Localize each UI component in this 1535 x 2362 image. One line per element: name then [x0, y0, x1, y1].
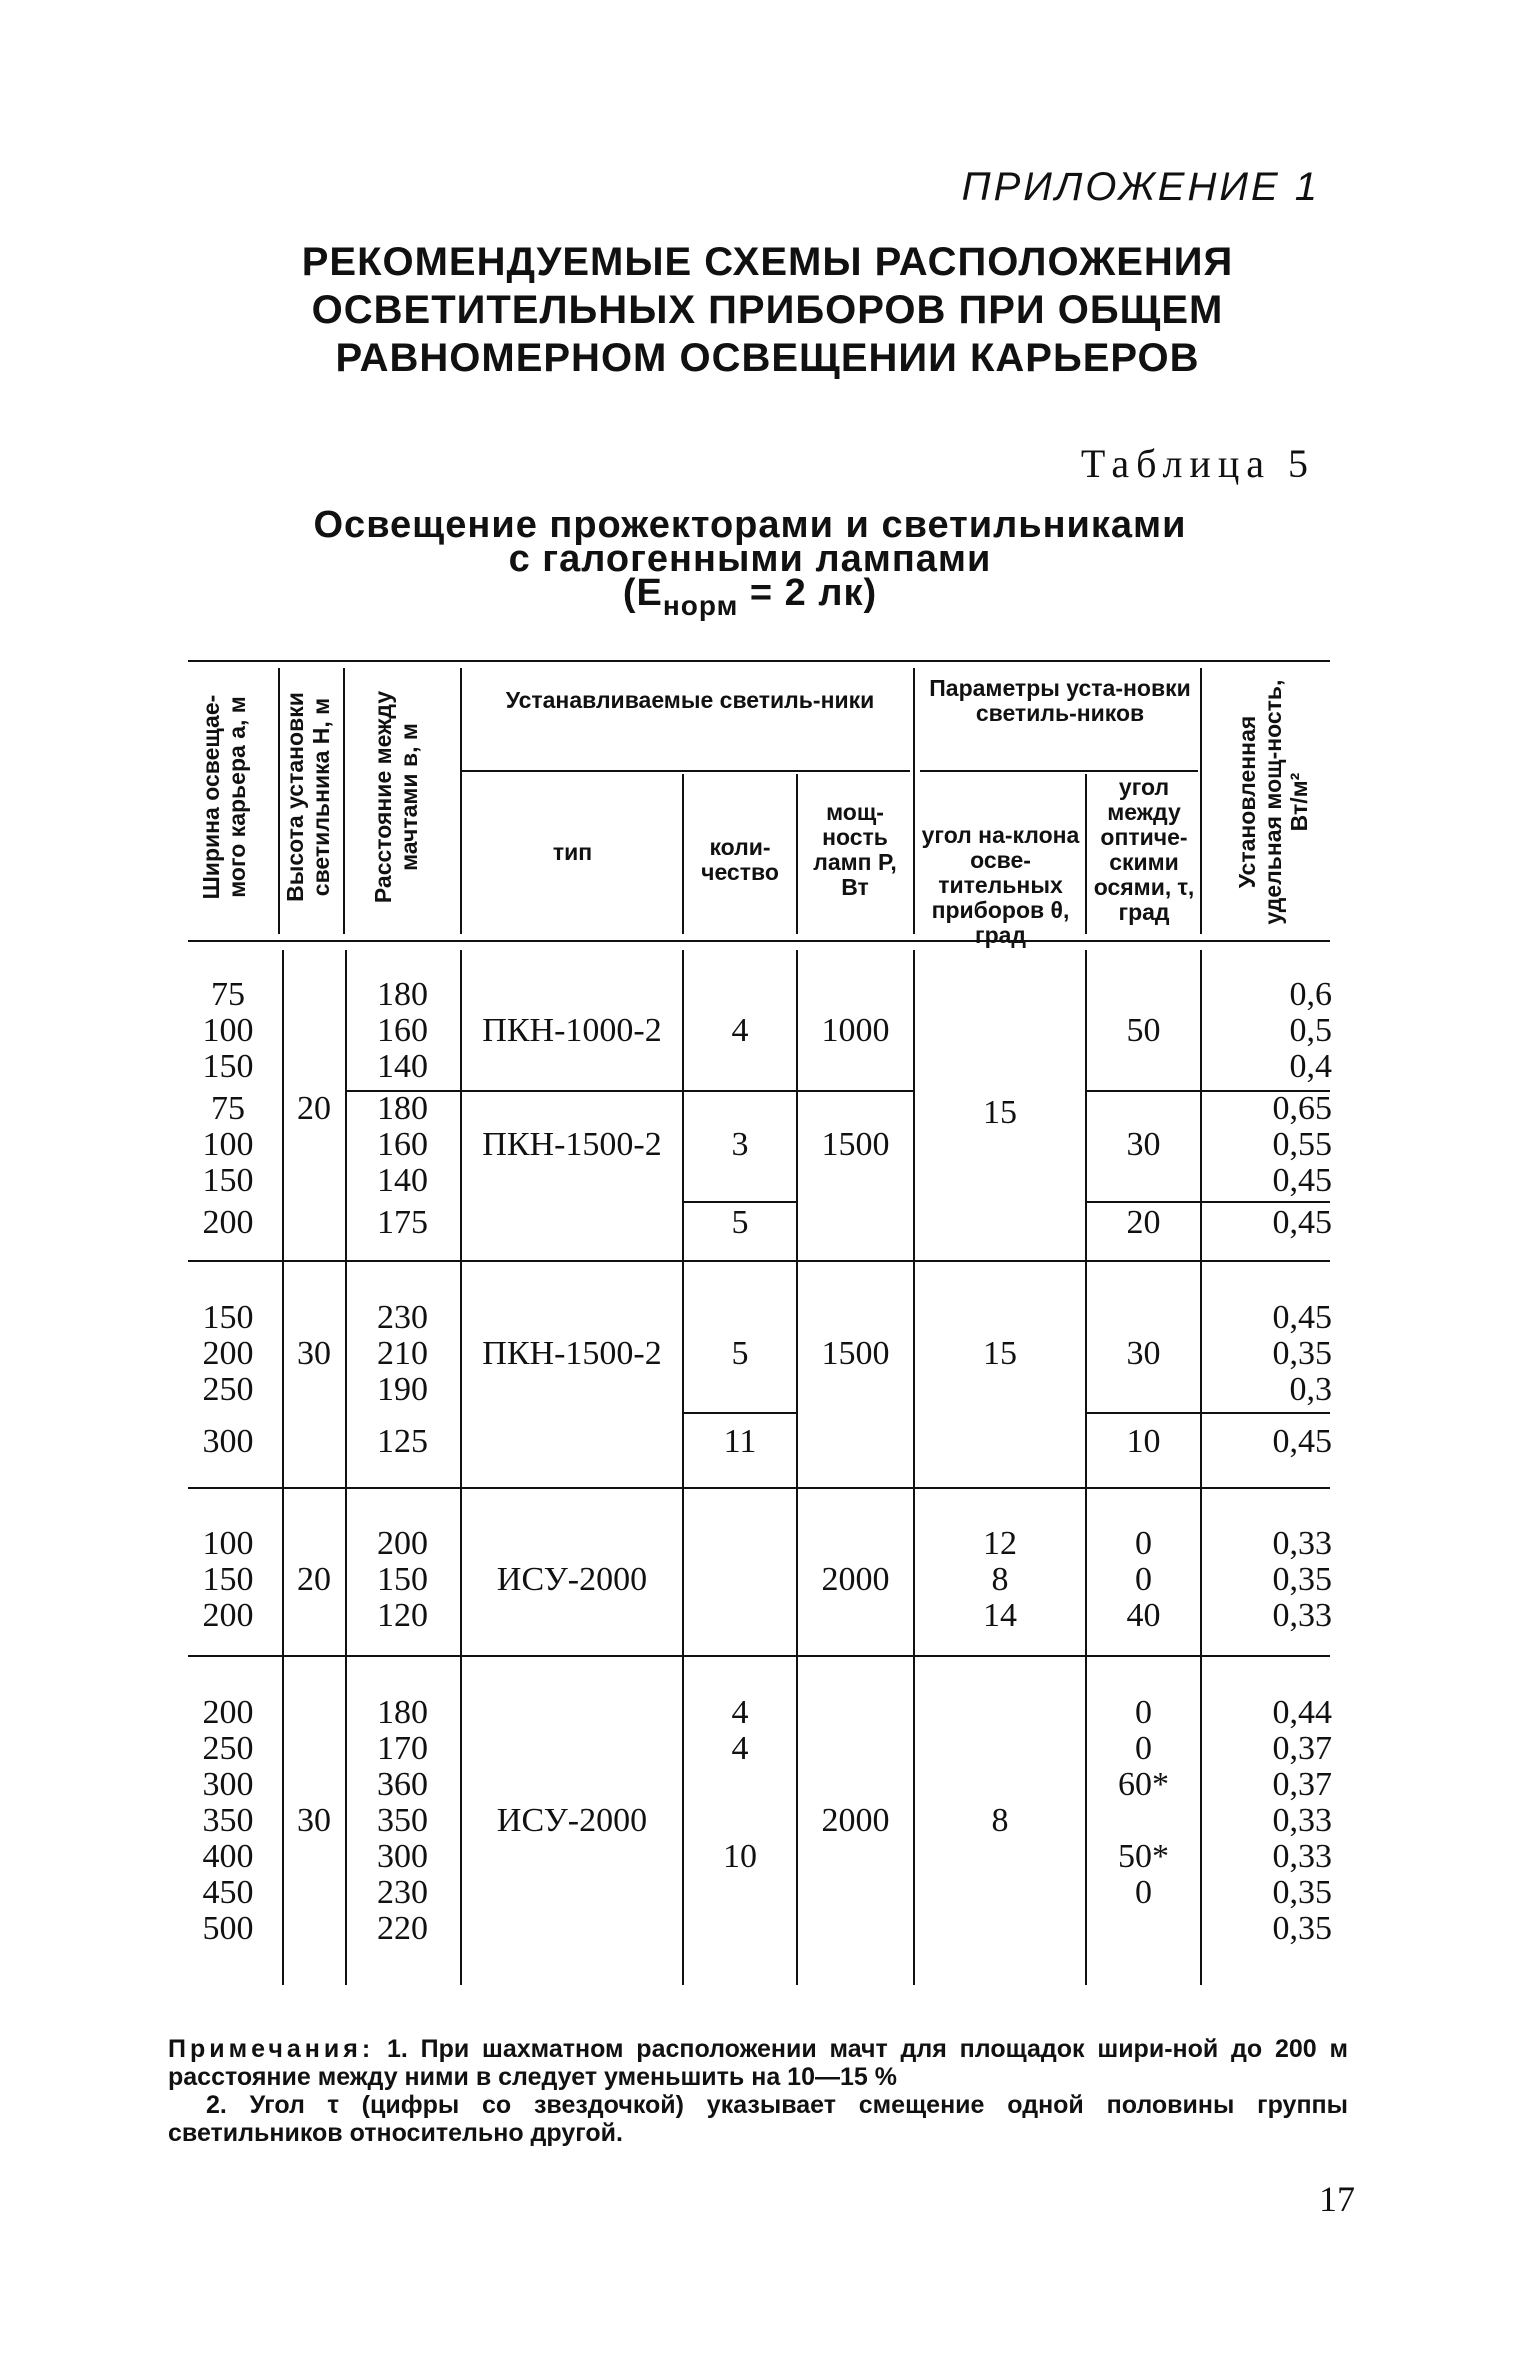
header-tilt: угол на-клона осве-тительных приборов θ, град: [921, 822, 1080, 948]
specific-cell: 0,37: [1272, 1766, 1332, 1803]
specific-cell: 0,5: [1289, 1012, 1332, 1049]
angle-cell: 60*: [1118, 1766, 1169, 1803]
count-cell: 4: [731, 1012, 749, 1049]
title-line: РЕКОМЕНДУЕМЫЕ СХЕМЫ РАСПОЛОЖЕНИЯ: [301, 240, 1234, 284]
distance-cell: 140: [377, 1048, 428, 1085]
type-cell: ИСУ-2000: [496, 1802, 648, 1839]
power-cell: 1500: [821, 1126, 890, 1163]
width-cell: 150: [202, 1561, 254, 1598]
title-line: РАВНОМЕРНОМ ОСВЕЩЕНИИ КАРЬЕРОВ: [335, 336, 1200, 380]
title-line: ОСВЕТИТЕЛЬНЫХ ПРИБОРОВ ПРИ ОБЩЕМ: [311, 288, 1224, 332]
count-cell: 10: [723, 1838, 757, 1875]
rule: [682, 950, 684, 1985]
note-2: 2. Угол τ (цифры со звездочкой) указывает смещение одной половины группы светильников относительно другой.: [168, 2091, 1348, 2147]
rule: [1085, 1412, 1330, 1414]
rule: [460, 770, 910, 772]
notes-label: Примечания:: [168, 2035, 375, 2063]
width-cell: 500: [202, 1910, 254, 1947]
header-distance: Расстояние между мачтами в, м: [370, 690, 422, 904]
rule: [188, 1260, 1330, 1262]
rule: [682, 1201, 797, 1203]
angle-cell: 0: [1135, 1874, 1152, 1911]
power-cell: 2000: [821, 1561, 890, 1598]
caption-norm: ($E_{норм} = 2$ лк): [622, 572, 878, 621]
width-cell: 150: [202, 1299, 254, 1336]
width-cell: 200: [202, 1597, 254, 1634]
type-cell: ИСУ-2000: [496, 1561, 648, 1598]
specific-cell: 0,45: [1272, 1299, 1332, 1336]
header-power: мощ-ность ламп P, Вт: [813, 799, 897, 900]
angle-cell: 20: [1126, 1204, 1161, 1241]
appendix-label: ПРИЛОЖЕНИЕ 1: [961, 165, 1320, 209]
distance-cell: 200: [377, 1525, 428, 1562]
angle-cell: 10: [1126, 1423, 1161, 1460]
power-cell: 1000: [821, 1012, 890, 1049]
rule: [460, 668, 462, 934]
width-cell: 150: [202, 1162, 254, 1199]
count-cell: 11: [723, 1423, 757, 1460]
tilt-cell: 15: [983, 1094, 1017, 1131]
header-specific: Установленная удельная мощ-ность, Вт/м²: [1234, 679, 1312, 925]
rule: [188, 1655, 1330, 1657]
angle-cell: 50: [1126, 1012, 1161, 1049]
specific-cell: 0,35: [1272, 1874, 1332, 1911]
specific-cell: 0,45: [1272, 1423, 1332, 1460]
specific-cell: 0,6: [1289, 976, 1332, 1013]
height-cell: 20: [297, 1090, 331, 1127]
tilt-cell: 8: [991, 1561, 1009, 1598]
rule: [913, 668, 915, 934]
header-height: Высота установки светильника H, м: [282, 692, 334, 902]
width-cell: 250: [202, 1371, 254, 1408]
distance-cell: 170: [377, 1730, 428, 1767]
header-angle: угол между оптиче-скими осями, τ, град: [1093, 774, 1195, 925]
specific-cell: 0,3: [1289, 1371, 1332, 1408]
count-cell: 5: [731, 1204, 749, 1241]
power-cell: 1500: [821, 1335, 890, 1372]
distance-cell: 160: [377, 1012, 428, 1049]
type-cell: ПКН-1500-2: [482, 1126, 662, 1163]
distance-cell: 180: [377, 1694, 428, 1731]
rule: [920, 770, 1198, 772]
count-cell: 3: [731, 1126, 749, 1163]
count-cell: 5: [731, 1335, 749, 1372]
header-type: тип: [552, 839, 593, 865]
power-cell: 2000: [821, 1802, 890, 1839]
tilt-cell: 14: [983, 1597, 1017, 1634]
type-cell: ПКН-1500-2: [482, 1335, 662, 1372]
distance-cell: 190: [377, 1371, 428, 1408]
width-cell: 200: [202, 1694, 254, 1731]
distance-cell: 360: [377, 1766, 428, 1803]
rule: [796, 774, 798, 934]
angle-cell: 0: [1135, 1730, 1152, 1767]
distance-cell: 120: [377, 1597, 428, 1634]
width-cell: 150: [202, 1048, 254, 1085]
table-number: Таблица 5: [1080, 441, 1315, 486]
height-cell: 30: [297, 1335, 331, 1372]
width-cell: 250: [202, 1730, 254, 1767]
rule: [1200, 668, 1202, 934]
page-title: [0, 238, 1535, 382]
rule: [188, 660, 1330, 662]
specific-cell: 0,55: [1272, 1126, 1332, 1163]
caption-line: Освещение прожекторами и светильниками: [313, 504, 1187, 546]
type-cell: ПКН-1000-2: [482, 1012, 662, 1049]
tilt-cell: 12: [983, 1525, 1017, 1562]
specific-cell: 0,33: [1272, 1525, 1332, 1562]
header-width: Ширина освещае-мого карьера a, м: [198, 694, 250, 900]
specific-cell: 0,35: [1272, 1561, 1332, 1598]
width-cell: 300: [202, 1766, 254, 1803]
distance-cell: 230: [377, 1299, 428, 1336]
rule: [278, 668, 280, 934]
width-cell: 100: [202, 1525, 254, 1562]
header-installed: Устанавливаемые светиль-ники: [505, 687, 875, 713]
rule: [1085, 774, 1087, 934]
distance-cell: 220: [377, 1910, 428, 1947]
distance-cell: 300: [377, 1838, 428, 1875]
specific-cell: 0,65: [1272, 1090, 1332, 1127]
distance-cell: 210: [377, 1335, 428, 1372]
rule: [1085, 950, 1087, 1985]
count-cell: 4: [731, 1730, 749, 1767]
table-notes: [168, 2035, 1348, 2147]
tilt-cell: 15: [983, 1335, 1017, 1372]
note-1: 1. При шахматном расположении мачт для площадок шири-ной до 200 м расстояние между ними в следует уменьшить на 10—15 %: [168, 2035, 1348, 2091]
specific-cell: 0,45: [1272, 1204, 1332, 1241]
distance-cell: 175: [377, 1204, 428, 1241]
distance-cell: 150: [377, 1561, 428, 1598]
width-cell: 100: [202, 1012, 254, 1049]
angle-cell: 30: [1126, 1126, 1161, 1163]
specific-cell: 0,33: [1272, 1838, 1332, 1875]
header-params: Параметры уста-новки светиль-ников: [929, 675, 1191, 726]
rule: [1085, 1201, 1330, 1203]
specific-cell: 0,44: [1272, 1694, 1332, 1731]
angle-cell: 50*: [1118, 1838, 1169, 1875]
distance-cell: 125: [377, 1423, 428, 1460]
rule: [188, 940, 1330, 942]
count-cell: 4: [731, 1694, 749, 1731]
page-number: 17: [1319, 2179, 1355, 2219]
angle-cell: 0: [1135, 1561, 1152, 1598]
width-cell: 200: [202, 1335, 254, 1372]
specific-cell: 0,35: [1272, 1335, 1332, 1372]
specific-cell: 0,4: [1289, 1048, 1332, 1085]
width-cell: 450: [202, 1874, 254, 1911]
table-caption: [0, 504, 1500, 621]
distance-cell: 180: [377, 1090, 428, 1127]
angle-cell: 40: [1126, 1597, 1161, 1634]
specific-cell: 0,33: [1272, 1802, 1332, 1839]
angle-cell: 0: [1135, 1694, 1152, 1731]
angle-cell: 30: [1126, 1335, 1161, 1372]
specific-cell: 0,37: [1272, 1730, 1332, 1767]
width-cell: 300: [202, 1423, 254, 1460]
caption-line: с галогенными лампами: [508, 538, 992, 580]
width-cell: 200: [202, 1204, 254, 1241]
width-cell: 100: [202, 1126, 254, 1163]
rule: [343, 668, 345, 934]
distance-cell: 230: [377, 1874, 428, 1911]
width-cell: 75: [211, 1090, 245, 1127]
rule: [188, 1487, 1330, 1489]
height-cell: 20: [297, 1561, 331, 1598]
angle-cell: 0: [1135, 1525, 1152, 1562]
header-count: коли-чество: [701, 834, 779, 885]
distance-cell: 350: [377, 1802, 428, 1839]
height-cell: 30: [297, 1802, 331, 1839]
tilt-cell: 8: [991, 1802, 1009, 1839]
rule: [682, 774, 684, 934]
width-cell: 400: [202, 1838, 254, 1875]
width-cell: 350: [202, 1802, 254, 1839]
distance-cell: 140: [377, 1162, 428, 1199]
rule: [682, 1412, 797, 1414]
rule: [345, 950, 347, 1985]
distance-cell: 160: [377, 1126, 428, 1163]
specific-cell: 0,35: [1272, 1910, 1332, 1947]
distance-cell: 180: [377, 976, 428, 1013]
width-cell: 75: [211, 976, 245, 1013]
specific-cell: 0,45: [1272, 1162, 1332, 1199]
specific-cell: 0,33: [1272, 1597, 1332, 1634]
